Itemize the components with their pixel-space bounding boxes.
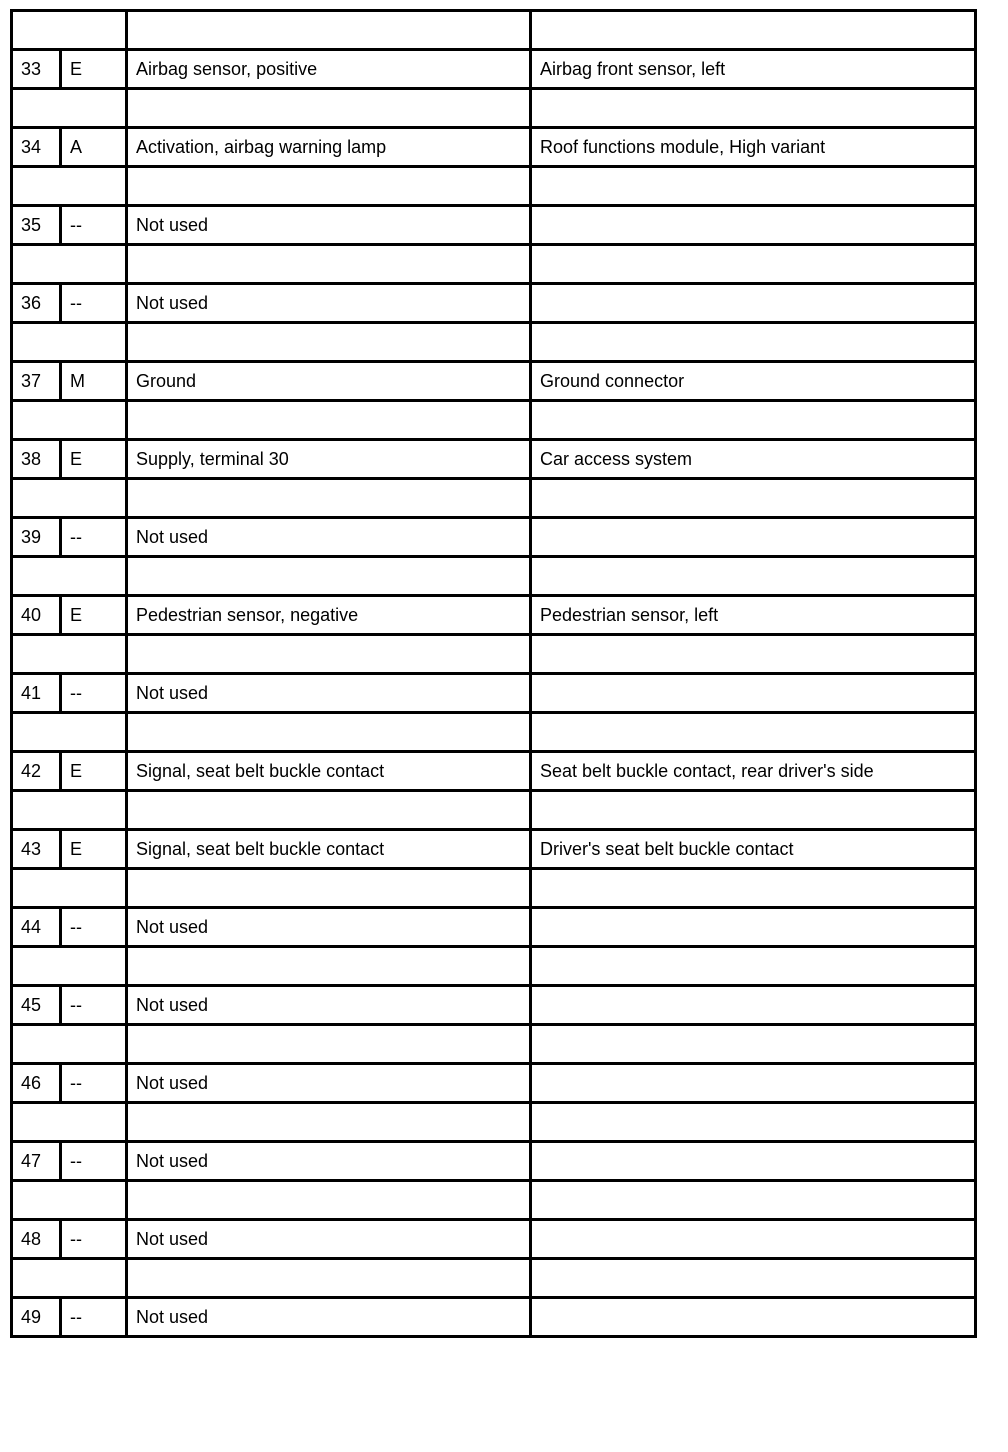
pin-cell: 33 (12, 50, 61, 89)
pin-cell: 40 (12, 596, 61, 635)
connection-cell (531, 908, 976, 947)
description-cell: Signal, seat belt buckle contact (127, 830, 531, 869)
description-cell: Not used (127, 908, 531, 947)
spacer-cell-description (127, 635, 531, 674)
pin-cell: 45 (12, 986, 61, 1025)
spacer-cell-pin (12, 791, 127, 830)
connection-cell (531, 1064, 976, 1103)
spacer-cell-connection (531, 1259, 976, 1298)
spacer-cell-pin (12, 713, 127, 752)
pin-cell: 42 (12, 752, 61, 791)
spacer-cell-connection (531, 11, 976, 50)
connection-cell (531, 674, 976, 713)
spacer-cell-description (127, 401, 531, 440)
table-row (12, 1220, 976, 1259)
spacer-row (12, 479, 976, 518)
spacer-cell-description (127, 791, 531, 830)
spacer-cell-description (127, 713, 531, 752)
spacer-cell-connection (531, 1025, 976, 1064)
spacer-row (12, 1103, 976, 1142)
spacer-cell-description (127, 167, 531, 206)
spacer-cell-description (127, 869, 531, 908)
table-row (12, 1064, 976, 1103)
spacer-cell-description (127, 947, 531, 986)
type-cell: -- (61, 1298, 127, 1337)
pin-cell: 39 (12, 518, 61, 557)
spacer-cell-description (127, 323, 531, 362)
spacer-cell-connection (531, 869, 976, 908)
spacer-cell-description (127, 89, 531, 128)
spacer-cell-pin (12, 947, 127, 986)
connection-cell (531, 206, 976, 245)
description-cell: Signal, seat belt buckle contact (127, 752, 531, 791)
table-row (12, 1142, 976, 1181)
spacer-cell-pin (12, 1259, 127, 1298)
spacer-cell-description (127, 557, 531, 596)
description-cell: Not used (127, 206, 531, 245)
pin-cell: 46 (12, 1064, 61, 1103)
description-cell: Not used (127, 1298, 531, 1337)
spacer-cell-connection (531, 401, 976, 440)
spacer-cell-pin (12, 1103, 127, 1142)
spacer-row (12, 1025, 976, 1064)
description-cell: Ground (127, 362, 531, 401)
table-row (12, 362, 976, 401)
spacer-cell-description (127, 1181, 531, 1220)
type-cell: -- (61, 284, 127, 323)
pin-cell: 41 (12, 674, 61, 713)
spacer-row (12, 89, 976, 128)
spacer-row (12, 1181, 976, 1220)
connection-cell (531, 518, 976, 557)
spacer-cell-pin (12, 869, 127, 908)
table-row (12, 596, 976, 635)
connection-cell (531, 986, 976, 1025)
connection-cell (531, 1220, 976, 1259)
type-cell: -- (61, 674, 127, 713)
spacer-cell-description (127, 1259, 531, 1298)
connection-cell: Roof functions module, High variant (531, 128, 976, 167)
type-cell: A (61, 128, 127, 167)
table-row (12, 674, 976, 713)
pin-cell: 48 (12, 1220, 61, 1259)
description-cell: Not used (127, 674, 531, 713)
spacer-cell-pin (12, 479, 127, 518)
description-cell: Not used (127, 1142, 531, 1181)
description-cell: Not used (127, 1220, 531, 1259)
spacer-cell-pin (12, 401, 127, 440)
connection-cell (531, 1298, 976, 1337)
spacer-cell-connection (531, 245, 976, 284)
table-row (12, 986, 976, 1025)
spacer-cell-pin (12, 1025, 127, 1064)
spacer-cell-description (127, 1103, 531, 1142)
connection-cell (531, 1142, 976, 1181)
type-cell: E (61, 752, 127, 791)
description-cell: Not used (127, 518, 531, 557)
pin-table-body (12, 11, 976, 1337)
spacer-cell-description (127, 479, 531, 518)
connection-cell: Airbag front sensor, left (531, 50, 976, 89)
connection-cell: Pedestrian sensor, left (531, 596, 976, 635)
spacer-row (12, 791, 976, 830)
description-cell: Airbag sensor, positive (127, 50, 531, 89)
type-cell: -- (61, 1064, 127, 1103)
pin-cell: 35 (12, 206, 61, 245)
type-cell: -- (61, 1220, 127, 1259)
pin-cell: 34 (12, 128, 61, 167)
spacer-cell-pin (12, 11, 127, 50)
connection-cell: Ground connector (531, 362, 976, 401)
type-cell: E (61, 440, 127, 479)
connection-cell: Seat belt buckle contact, rear driver's side (531, 752, 976, 791)
connection-cell: Driver's seat belt buckle contact (531, 830, 976, 869)
spacer-cell-pin (12, 323, 127, 362)
description-cell: Pedestrian sensor, negative (127, 596, 531, 635)
spacer-row (12, 323, 976, 362)
pin-cell: 38 (12, 440, 61, 479)
spacer-row (12, 245, 976, 284)
table-row (12, 128, 976, 167)
spacer-cell-pin (12, 635, 127, 674)
spacer-cell-connection (531, 167, 976, 206)
connection-cell (531, 284, 976, 323)
type-cell: -- (61, 206, 127, 245)
spacer-cell-pin (12, 1181, 127, 1220)
spacer-cell-connection (531, 635, 976, 674)
pin-cell: 37 (12, 362, 61, 401)
spacer-cell-connection (531, 713, 976, 752)
spacer-row (12, 167, 976, 206)
description-cell: Activation, airbag warning lamp (127, 128, 531, 167)
pin-cell: 36 (12, 284, 61, 323)
spacer-cell-connection (531, 791, 976, 830)
spacer-cell-connection (531, 557, 976, 596)
spacer-cell-pin (12, 245, 127, 284)
spacer-cell-connection (531, 1181, 976, 1220)
spacer-row (12, 713, 976, 752)
spacer-cell-pin (12, 557, 127, 596)
pin-cell: 49 (12, 1298, 61, 1337)
connection-cell: Car access system (531, 440, 976, 479)
table-row (12, 830, 976, 869)
type-cell: E (61, 596, 127, 635)
table-row (12, 752, 976, 791)
description-cell: Not used (127, 1064, 531, 1103)
type-cell: E (61, 830, 127, 869)
spacer-cell-pin (12, 89, 127, 128)
spacer-cell-description (127, 1025, 531, 1064)
pin-assignment-table (10, 9, 977, 1338)
pin-cell: 43 (12, 830, 61, 869)
type-cell: -- (61, 518, 127, 557)
spacer-cell-connection (531, 947, 976, 986)
table-row (12, 50, 976, 89)
spacer-cell-description (127, 11, 531, 50)
spacer-row (12, 869, 976, 908)
spacer-cell-connection (531, 89, 976, 128)
spacer-row (12, 11, 976, 50)
spacer-cell-connection (531, 479, 976, 518)
table-row (12, 284, 976, 323)
spacer-row (12, 947, 976, 986)
spacer-row (12, 557, 976, 596)
spacer-cell-connection (531, 323, 976, 362)
description-cell: Not used (127, 284, 531, 323)
pin-cell: 47 (12, 1142, 61, 1181)
spacer-cell-connection (531, 1103, 976, 1142)
spacer-cell-description (127, 245, 531, 284)
type-cell: -- (61, 986, 127, 1025)
table-row (12, 518, 976, 557)
table-row (12, 1298, 976, 1337)
spacer-cell-pin (12, 167, 127, 206)
table-row (12, 908, 976, 947)
type-cell: M (61, 362, 127, 401)
spacer-row (12, 1259, 976, 1298)
type-cell: -- (61, 1142, 127, 1181)
type-cell: -- (61, 908, 127, 947)
type-cell: E (61, 50, 127, 89)
pin-cell: 44 (12, 908, 61, 947)
description-cell: Not used (127, 986, 531, 1025)
table-row (12, 440, 976, 479)
description-cell: Supply, terminal 30 (127, 440, 531, 479)
table-row (12, 206, 976, 245)
spacer-row (12, 635, 976, 674)
spacer-row (12, 401, 976, 440)
